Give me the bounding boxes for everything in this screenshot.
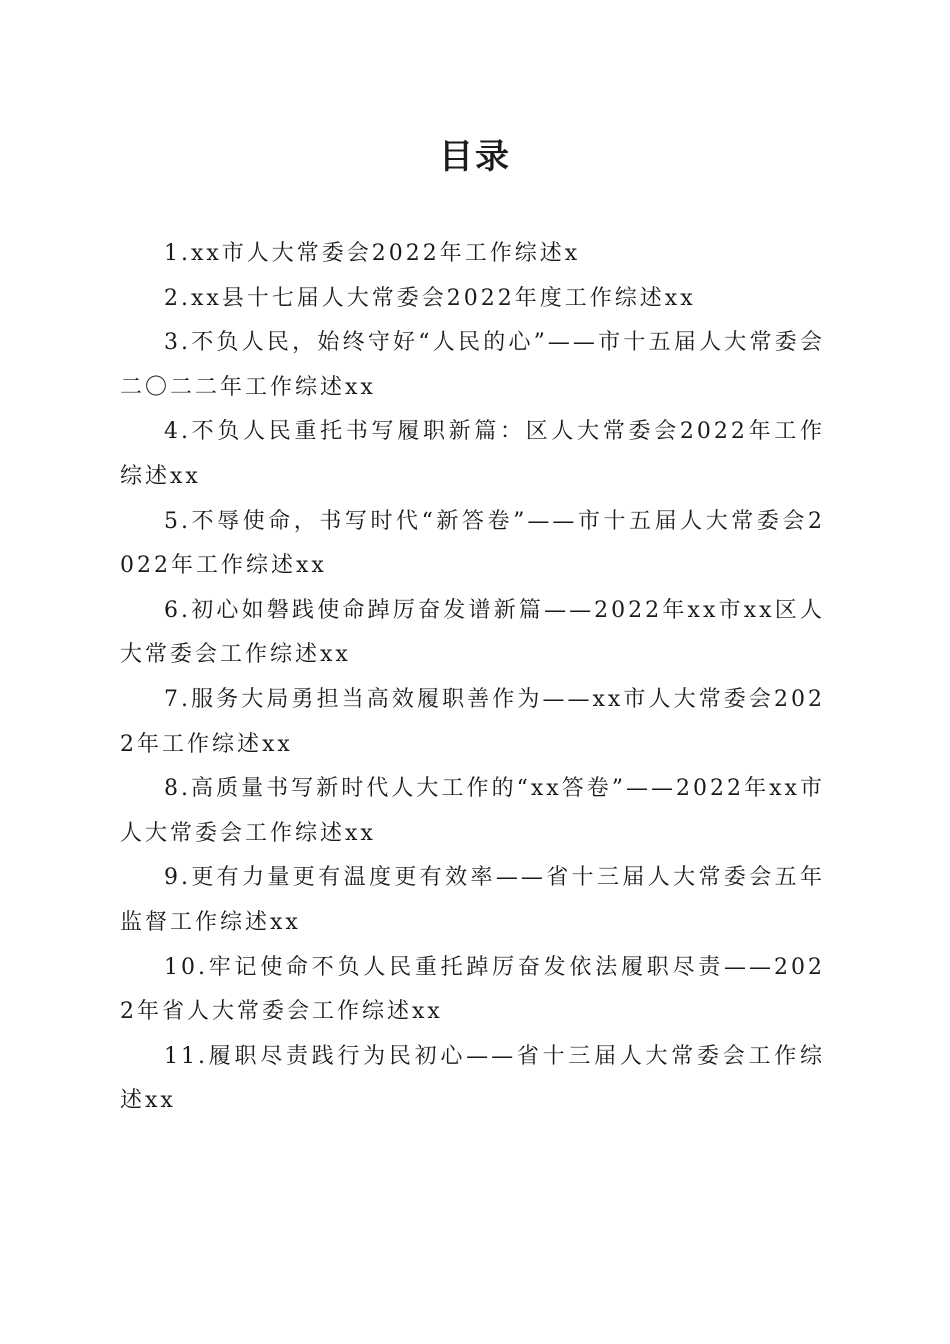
- page-title: 目录: [439, 137, 511, 177]
- toc-item-11: 11.履职尽责践行为民初心——省十三届人大常委会工作综述xx: [120, 1043, 825, 1114]
- toc-item-10: 10.牢记使命不负人民重托踔厉奋发依法履职尽责——2022年省人大常委会工作综述xx: [120, 954, 825, 1025]
- toc-item-9: 9.更有力量更有温度更有效率——省十三届人大常委会五年监督工作综述xx: [120, 865, 825, 935]
- toc-item-3: 3.不负人民，始终守好“人民的心”——市十五届人大常委会二〇二二年工作综述xx: [120, 330, 825, 400]
- toc-item-8: 8.高质量书写新时代人大工作的“xx答卷”——2022年xx市人大常委会工作综述xx: [120, 776, 825, 846]
- toc-item-5: 5.不辱使命，书写时代“新答卷”——市十五届人大常委会2022年工作综述xx: [120, 508, 825, 579]
- table-of-contents: [120, 232, 825, 1124]
- toc-item-7: 7.服务大局勇担当高效履职善作为——xx市人大常委会2022年工作综述xx: [120, 686, 825, 757]
- toc-item-6: 6.初心如磐践使命踔厉奋发谱新篇——2022年xx市xx区人大常委会工作综述xx: [120, 597, 825, 668]
- toc-item-2: 2.xx县十七届人大常委会2022年度工作综述xx: [164, 285, 696, 311]
- toc-item-4: 4.不负人民重托书写履职新篇：区人大常委会2022年工作综述xx: [120, 419, 825, 489]
- toc-item-1: 1.xx市人大常委会2022年工作综述x: [164, 241, 581, 266]
